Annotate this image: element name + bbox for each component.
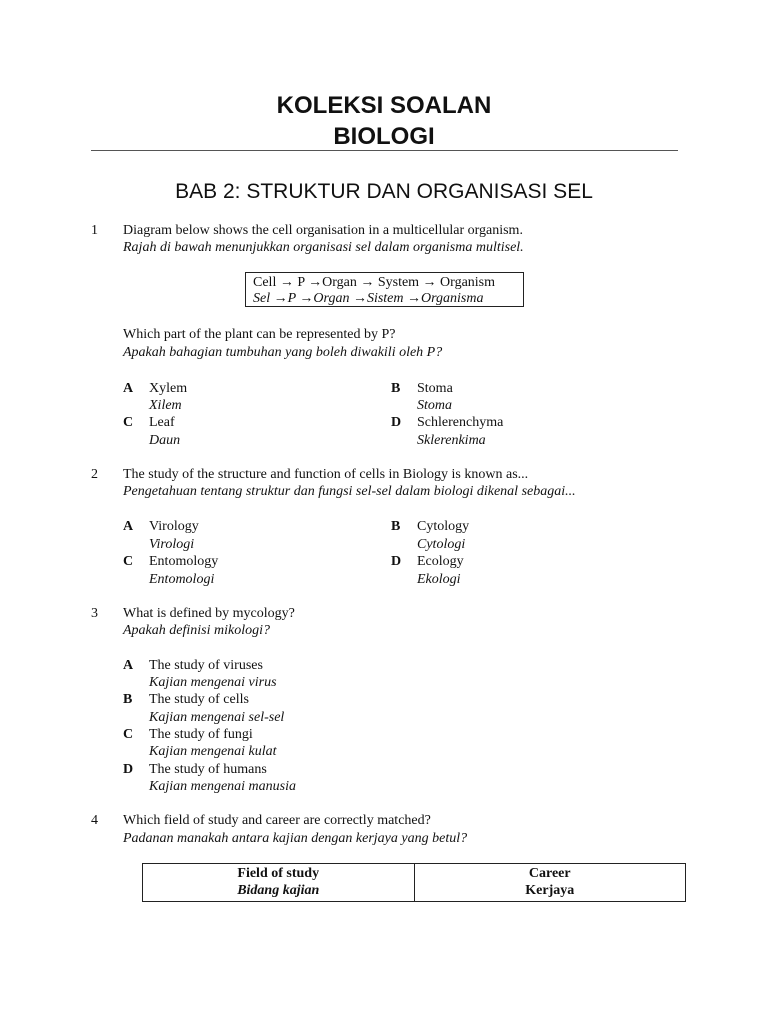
- option-letter: B: [391, 381, 401, 396]
- question-number: 3: [91, 606, 98, 621]
- option-letter: B: [391, 519, 401, 534]
- question-stem-ms: Pengetahuan tentang struktur dan fungsi sel-sel dalam biologi dikenal sebagai...: [123, 484, 576, 499]
- option-text-en: Schlerenchyma: [417, 415, 504, 430]
- question-stem-en: Diagram below shows the cell organisation in a multicellular organism.: [123, 223, 523, 238]
- header-career-en: Career: [528, 866, 571, 881]
- option-text-ms: Xilem: [149, 398, 182, 413]
- question-stem-en: What is defined by mycology?: [123, 606, 295, 621]
- option-letter: D: [391, 554, 402, 569]
- option-text-en: The study of fungi: [149, 727, 253, 742]
- option-text-en: Leaf: [149, 415, 175, 430]
- question-prompt-en: Which part of the plant can be represented by P?: [123, 327, 396, 342]
- option-text-ms: Daun: [149, 433, 181, 448]
- document-title-line1: KOLEKSI SOALAN: [276, 92, 492, 119]
- option-text-ms: Ekologi: [417, 572, 461, 587]
- option-text-ms: Kajian mengenai virus: [149, 675, 277, 690]
- option-text-ms: Stoma: [417, 398, 452, 413]
- option-text-ms: Entomologi: [149, 572, 215, 587]
- question-number: 2: [91, 467, 98, 482]
- table-header-career: [414, 864, 686, 902]
- option-letter: A: [123, 381, 134, 396]
- option-text-ms: Kajian mengenai kulat: [149, 744, 277, 759]
- option-letter: A: [123, 519, 134, 534]
- option-letter: C: [123, 727, 134, 742]
- header-field-en: Field of study: [237, 866, 320, 881]
- option-text-en: The study of viruses: [149, 658, 263, 673]
- option-text-en: The study of humans: [149, 762, 267, 777]
- option-letter: D: [391, 415, 402, 430]
- option-text-en: Entomology: [149, 554, 219, 569]
- header-field-ms: Bidang kajian: [237, 883, 320, 898]
- table-header-field: [143, 864, 415, 902]
- title-divider: [91, 150, 678, 151]
- option-text-en: Ecology: [417, 554, 464, 569]
- question-stem-en: The study of the structure and function of cells in Biology is known as...: [123, 467, 529, 482]
- option-letter: A: [123, 658, 134, 673]
- option-letter: C: [123, 554, 134, 569]
- option-text-en: Xylem: [149, 381, 188, 396]
- option-text-ms: Kajian mengenai sel-sel: [149, 710, 285, 725]
- flow-ms: Sel →P →Organ →Sistem →Organisma: [253, 291, 484, 306]
- question-number: 1: [91, 223, 98, 238]
- document-title-line2: BIOLOGI: [333, 123, 435, 150]
- cell-organisation-flow-box: [245, 272, 524, 307]
- option-text-en: Cytology: [417, 519, 470, 534]
- option-letter: C: [123, 415, 134, 430]
- option-text-en: Stoma: [417, 381, 453, 396]
- chapter-heading: BAB 2: STRUKTUR DAN ORGANISASI SEL: [175, 180, 593, 203]
- table-header-row: [143, 864, 686, 902]
- question-stem-en: Which field of study and career are correctly matched?: [123, 813, 431, 828]
- header-career-ms: Kerjaya: [525, 883, 575, 898]
- option-text-ms: Sklerenkima: [417, 433, 486, 448]
- question-stem-ms: Apakah definisi mikologi?: [123, 623, 270, 638]
- question-number: 4: [91, 813, 98, 828]
- option-letter: B: [123, 692, 133, 707]
- option-text-ms: Kajian mengenai manusia: [149, 779, 296, 794]
- question-stem-ms: Rajah di bawah menunjukkan organisasi sel dalam organisma multisel.: [123, 240, 524, 255]
- field-career-table: [142, 863, 686, 902]
- question-prompt-ms: Apakah bahagian tumbuhan yang boleh diwakili oleh P?: [123, 345, 443, 360]
- question-stem-ms: Padanan manakah antara kajian dengan kerjaya yang betul?: [123, 831, 468, 846]
- flow-en: Cell → P →Organ → System → Organism: [253, 275, 496, 290]
- option-text-ms: Cytologi: [417, 537, 466, 552]
- option-text-ms: Virologi: [149, 537, 195, 552]
- option-letter: D: [123, 762, 134, 777]
- option-text-en: The study of cells: [149, 692, 249, 707]
- option-text-en: Virology: [149, 519, 199, 534]
